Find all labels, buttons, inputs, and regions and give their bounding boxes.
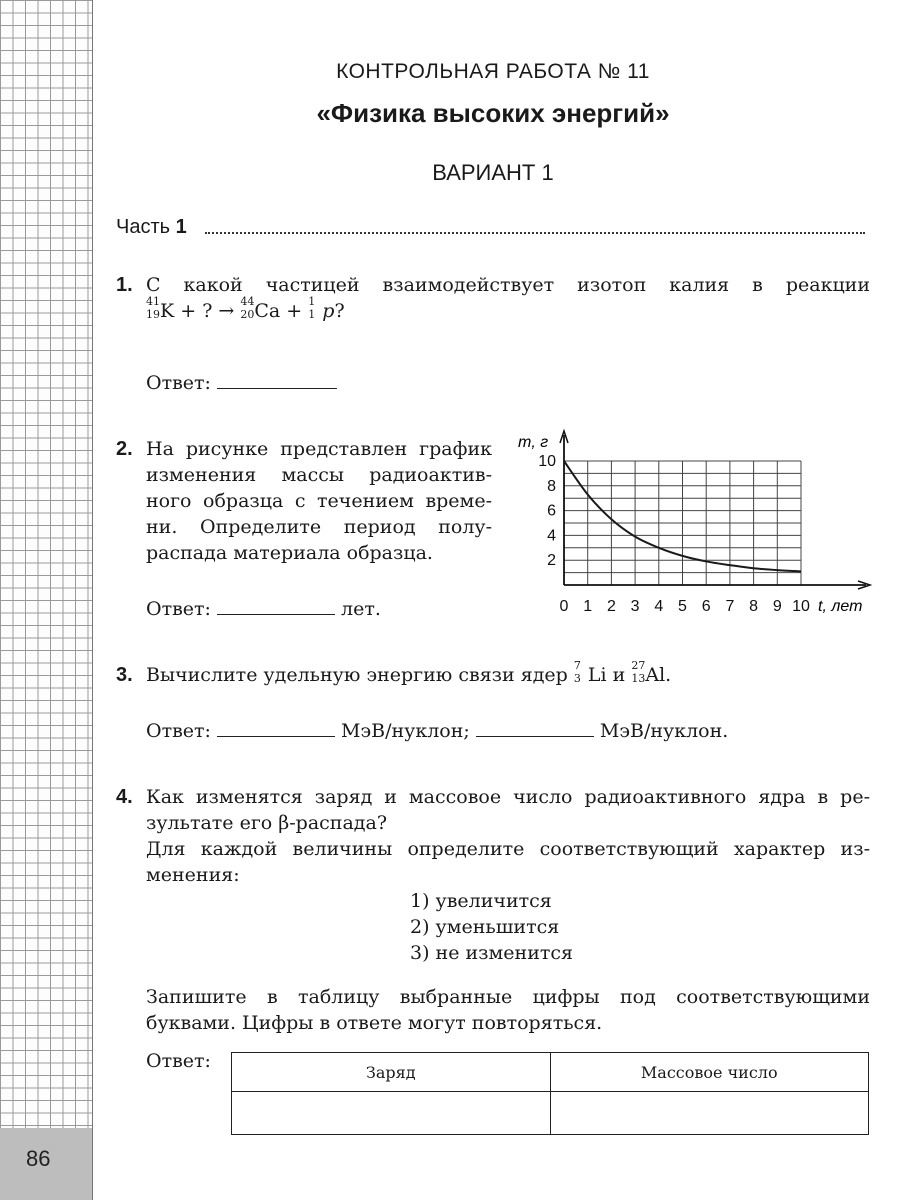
q4-options <box>410 888 573 966</box>
answer-cell-mass-number[interactable] <box>550 1092 869 1135</box>
x-tick-label: 7 <box>725 598 735 615</box>
q4-answer-table <box>231 1052 869 1135</box>
nuclide-p: 1 1 p <box>308 295 335 322</box>
q4-instructions: Запишите в таблицу выбранные цифры под соответствующими буквами. Цифры в ответе могут повторяться. <box>146 986 870 1034</box>
q3-answer-blank-al[interactable] <box>476 718 594 737</box>
part-label: Часть <box>116 216 171 238</box>
header-mass-number: Массовое число <box>550 1053 869 1092</box>
q1-answer-blank[interactable] <box>217 370 337 389</box>
q3-answer-blank-li[interactable] <box>217 718 335 737</box>
chart-grid <box>564 461 801 585</box>
q2-answer: Ответ: лет. <box>146 598 381 620</box>
y-axis-label: m, г <box>518 434 549 451</box>
x-tick-label: 1 <box>583 598 593 615</box>
y-tick-label: 6 <box>547 502 556 520</box>
q2-answer-blank[interactable] <box>217 596 335 615</box>
chart-axes <box>560 431 870 589</box>
nuclide-ca: 44 20 Ca <box>240 295 281 322</box>
part-heading <box>116 216 187 239</box>
y-tick-label: 10 <box>538 453 556 470</box>
option-unchanged: 3) не изменится <box>410 942 574 964</box>
q1-reaction: 41 19 K + ? → 44 20 Ca + 1 1 p? <box>146 295 345 322</box>
q4-number: 4. <box>116 786 133 808</box>
x-tick-label: 4 <box>654 598 664 615</box>
option-increase: 1) увеличится <box>410 890 552 912</box>
part-dotted-leader <box>205 232 865 234</box>
x-tick-label: 9 <box>772 598 782 615</box>
q3-text: Вычислите удельную энергию связи ядер 7 3 Li и 27 13 Al. <box>146 659 672 686</box>
part-number: 1 <box>175 216 187 238</box>
option-decrease: 2) уменьшится <box>410 916 560 938</box>
q3-answer: Ответ: МэВ/нуклон; МэВ/нуклон. <box>146 720 729 742</box>
q1-answer: Ответ: <box>146 370 337 396</box>
q2-text: На рисунке представлен график изменения массы радиоактив- ного образца с течением време- ни. Определите период полу- распада материала образца. <box>146 438 492 564</box>
x-tick-label: 6 <box>701 598 711 615</box>
x-tick-label: 0 <box>559 598 569 615</box>
nuclide-k: 41 19 K <box>146 295 175 322</box>
q4-answer-label: Ответ: <box>146 1050 211 1072</box>
header-charge: Заряд <box>232 1053 551 1092</box>
x-tick-label: 8 <box>749 598 759 615</box>
q1-text: С какой частицей взаимодействует изотоп калия в реакции <box>146 274 870 296</box>
chart-y-ticks <box>538 453 556 569</box>
y-tick-label: 2 <box>547 552 556 570</box>
y-tick-label: 4 <box>547 527 556 545</box>
x-axis-label: t, лет <box>818 598 863 615</box>
variant-title: ВАРИАНТ 1 <box>432 160 554 185</box>
answer-cell-charge[interactable] <box>232 1092 551 1135</box>
chart-x-ticks <box>560 598 810 615</box>
topic-title: «Физика высоких энергий» <box>316 98 670 128</box>
table-header-row <box>232 1053 869 1092</box>
x-tick-label: 5 <box>678 598 687 615</box>
page-number: 86 <box>26 1146 51 1171</box>
q1-number: 1. <box>116 274 133 296</box>
decay-chart <box>500 425 880 625</box>
work-title: КОНТРОЛЬНАЯ РАБОТА № 11 <box>336 60 650 83</box>
y-tick-label: 8 <box>547 477 556 495</box>
nuclide-li: 7 3 Li <box>573 659 607 686</box>
x-tick-label: 2 <box>606 598 616 615</box>
q3-number: 3. <box>116 664 133 686</box>
q2-number: 2. <box>116 438 133 460</box>
q4-text: Как изменятся заряд и массовое число радиоактивного ядра в ре- зультате его β-распада? Для каждой величины определите соответствующий характер из- менения: <box>146 786 870 886</box>
nuclide-al: 27 13 Al <box>631 659 666 686</box>
table-answer-row <box>232 1092 869 1135</box>
x-tick-label: 3 <box>630 598 640 615</box>
x-tick-label: 10 <box>792 598 810 615</box>
